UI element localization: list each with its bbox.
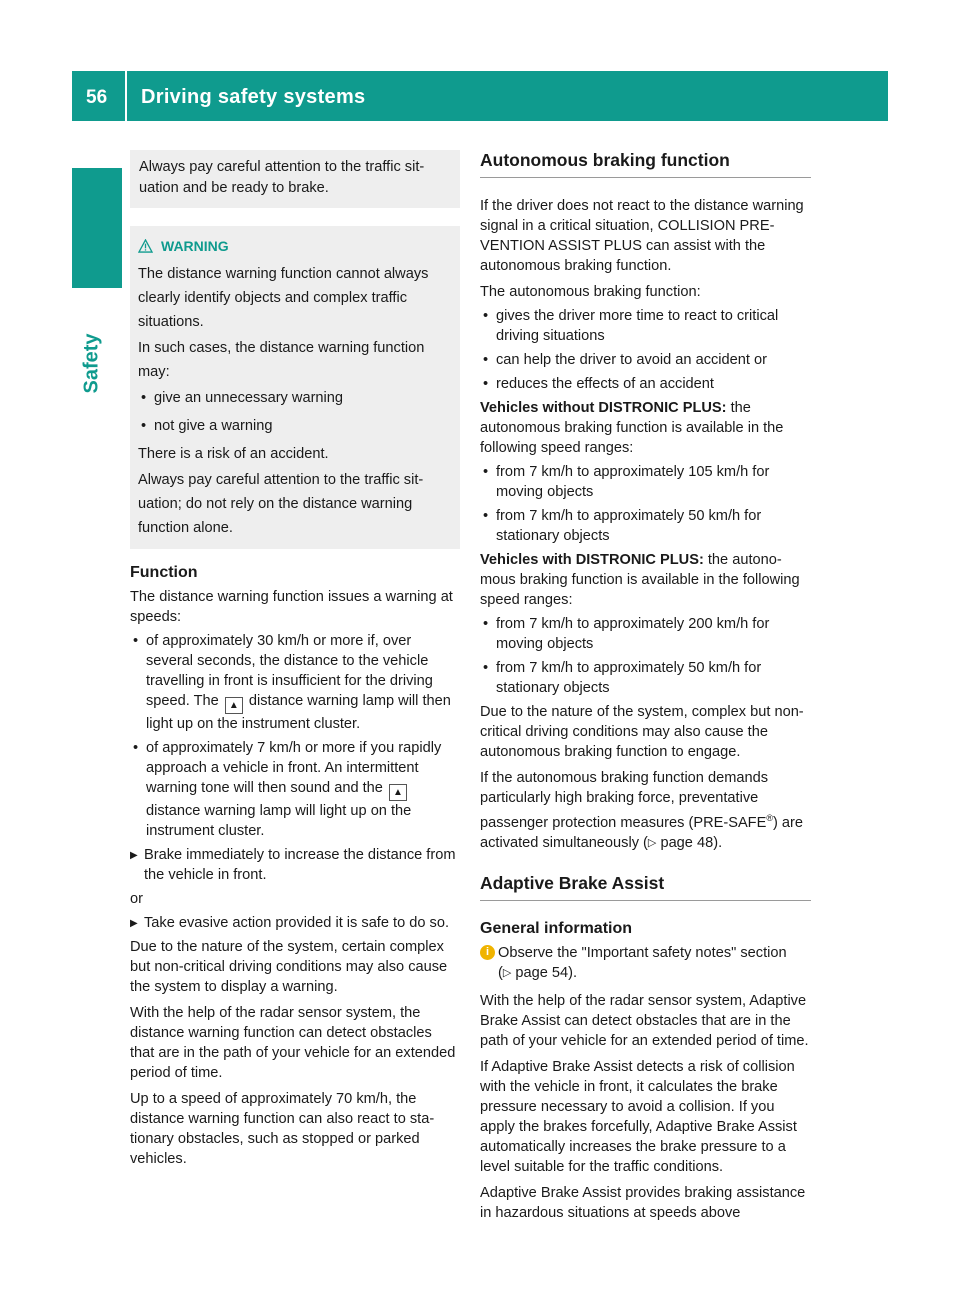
paragraph	[480, 398, 811, 458]
list-item: • reduces the effects of an accident	[480, 374, 811, 394]
paragraph: The autonomous braking function:	[480, 284, 701, 300]
paragraph: With the help of the radar sensor system, Adaptive Brake Assist can detect obstacles that are in the path of your vehicle for an extended period of time.	[480, 992, 809, 1049]
section-label: Safety	[80, 333, 103, 394]
list-item: • from 7 km/h to approximately 50 km/h for stationary objects	[480, 506, 811, 546]
distance-warning-lamp-icon: ▲	[225, 697, 243, 714]
list-item: • from 7 km/h to approximately 200 km/h for moving objects	[480, 614, 811, 654]
info-text: Observe the "Important safety notes" section (	[498, 944, 787, 981]
list-item: • gives the driver more time to react to critical driving situations	[480, 306, 811, 346]
paragraph: The distance warning function issues a warning at speeds:	[130, 589, 453, 625]
warning-box	[130, 226, 460, 549]
warning-title	[138, 234, 451, 258]
page-ref-arrow-icon: ▷	[502, 966, 512, 979]
paragraph: If the driver does not react to the distance warning signal in a critical situation, COLLISION PREVENTION ASSIST PLUS can assist with the autonomous braking function.	[480, 198, 804, 274]
caution-note	[130, 150, 460, 208]
warning-text: The distance warning function cannot always clearly identify objects and complex traffic situations.	[138, 266, 429, 330]
paragraph	[480, 768, 811, 853]
paragraph	[480, 550, 811, 610]
paragraph: If Adaptive Brake Assist detects a risk of collision with the vehicle in front, it calculates the brake pressure necessary to avoid a collision. If you apply the brakes forcefully, Adaptive Brake Assist automatically increases the brake pressure to a level suitable for the traffic conditions.	[480, 1058, 797, 1175]
page-number: 56	[86, 87, 108, 108]
list-item: • from 7 km/h to approximately 105 km/h for moving objects	[480, 462, 811, 502]
action-steps	[130, 913, 460, 933]
section-tab-block	[72, 168, 122, 288]
list-item-text: of approximately 30 km/h or more if, over several seconds, the distance to the vehicle travelling in front is insufficient for the driving speed. The	[146, 633, 433, 709]
subsection-heading-general-info: General information	[480, 919, 633, 937]
page-header	[72, 71, 888, 121]
section-heading-function: Function	[130, 564, 198, 581]
left-column	[130, 150, 460, 1175]
paragraph-text: ) are activated simultaneously (	[480, 814, 803, 851]
right-column	[480, 150, 811, 1229]
header-divider	[125, 71, 127, 121]
paragraph: With the help of the radar sensor system, the distance warning function can detect obstacles that are in the path of your vehicle for an extended period of time.	[130, 1005, 456, 1081]
paragraph: Adaptive Brake Assist provides braking assistance in hazardous situations at speeds above	[480, 1184, 806, 1221]
warning-text: There is a risk of an accident.	[138, 446, 329, 462]
info-note	[480, 943, 811, 983]
action-step: ▶ Take evasive action provided it is safe to do so.	[130, 913, 460, 933]
paragraph-text: the autonomous braking function is available in the following speed ranges:	[480, 400, 784, 456]
info-text: ).	[568, 964, 578, 981]
paragraph: Up to a speed of approximately 70 km/h, the distance warning function can also react to stationary obstacles, such as stopped or parked vehicles.	[130, 1091, 435, 1167]
registered-mark: ®	[766, 813, 773, 823]
caution-note-text: Always pay careful attention to the traffic situation and be ready to brake.	[139, 159, 425, 196]
paragraph-text: ).	[713, 834, 723, 851]
list-item-text: distance warning lamp will then light up on the instrument cluster.	[146, 693, 451, 732]
list-item	[130, 631, 460, 734]
list-item: • give an unnecessary warning	[138, 386, 451, 410]
speed-range-list	[480, 462, 811, 546]
section-heading-autonomous-braking: Autonomous braking function	[480, 150, 811, 178]
info-icon: i	[480, 945, 495, 960]
page-ref-arrow-icon: ▷	[647, 836, 657, 849]
warning-text: Always pay careful attention to the traffic situation; do not rely on the distance warning function alone.	[138, 472, 424, 536]
action-steps	[130, 845, 460, 885]
paragraph: or	[130, 891, 143, 907]
page-reference-link[interactable]: page 48	[660, 834, 714, 851]
paragraph-text: If the autonomous braking function demands particularly high braking force, preventative passenger protection measures (PRE-SAFE	[480, 770, 769, 831]
list-item-text: of approximately 7 km/h or more if you rapidly approach a vehicle in front. An intermittent warning tone will then sound and the	[146, 740, 442, 796]
list-item: • from 7 km/h to approximately 50 km/h for stationary objects	[480, 658, 811, 698]
distance-warning-lamp-icon: ▲	[389, 784, 407, 801]
section-heading-adaptive-brake-assist: Adaptive Brake Assist	[480, 873, 811, 901]
paragraph-text: the autonomous braking function is available in the following speed ranges:	[480, 552, 800, 608]
speed-list	[130, 631, 460, 841]
action-step: ▶ Brake immediately to increase the distance from the vehicle in front.	[130, 845, 460, 885]
label-without-distronic: Vehicles without DISTRONIC PLUS:	[480, 400, 727, 416]
list-item: • can help the driver to avoid an accident or	[480, 350, 811, 370]
warning-label: WARNING	[161, 238, 229, 254]
list-item-text: distance warning lamp will light up on the instrument cluster.	[146, 803, 412, 839]
list-item	[130, 738, 460, 841]
page-reference-link[interactable]: page 54	[515, 964, 569, 981]
warning-text: In such cases, the distance warning function may:	[138, 340, 425, 380]
list-item: • not give a warning	[138, 414, 451, 438]
paragraph: Due to the nature of the system, certain complex but non-critical driving conditions may also cause the system to display a warning.	[130, 939, 448, 995]
label-with-distronic: Vehicles with DISTRONIC PLUS:	[480, 552, 704, 568]
speed-range-list	[480, 614, 811, 698]
page-title: Driving safety systems	[141, 86, 366, 108]
paragraph: Due to the nature of the system, complex but non-critical driving conditions may also cause the autonomous braking function to engage.	[480, 704, 804, 760]
warning-list	[138, 386, 451, 438]
warning-triangle-icon	[138, 239, 153, 253]
abf-benefits-list	[480, 306, 811, 394]
